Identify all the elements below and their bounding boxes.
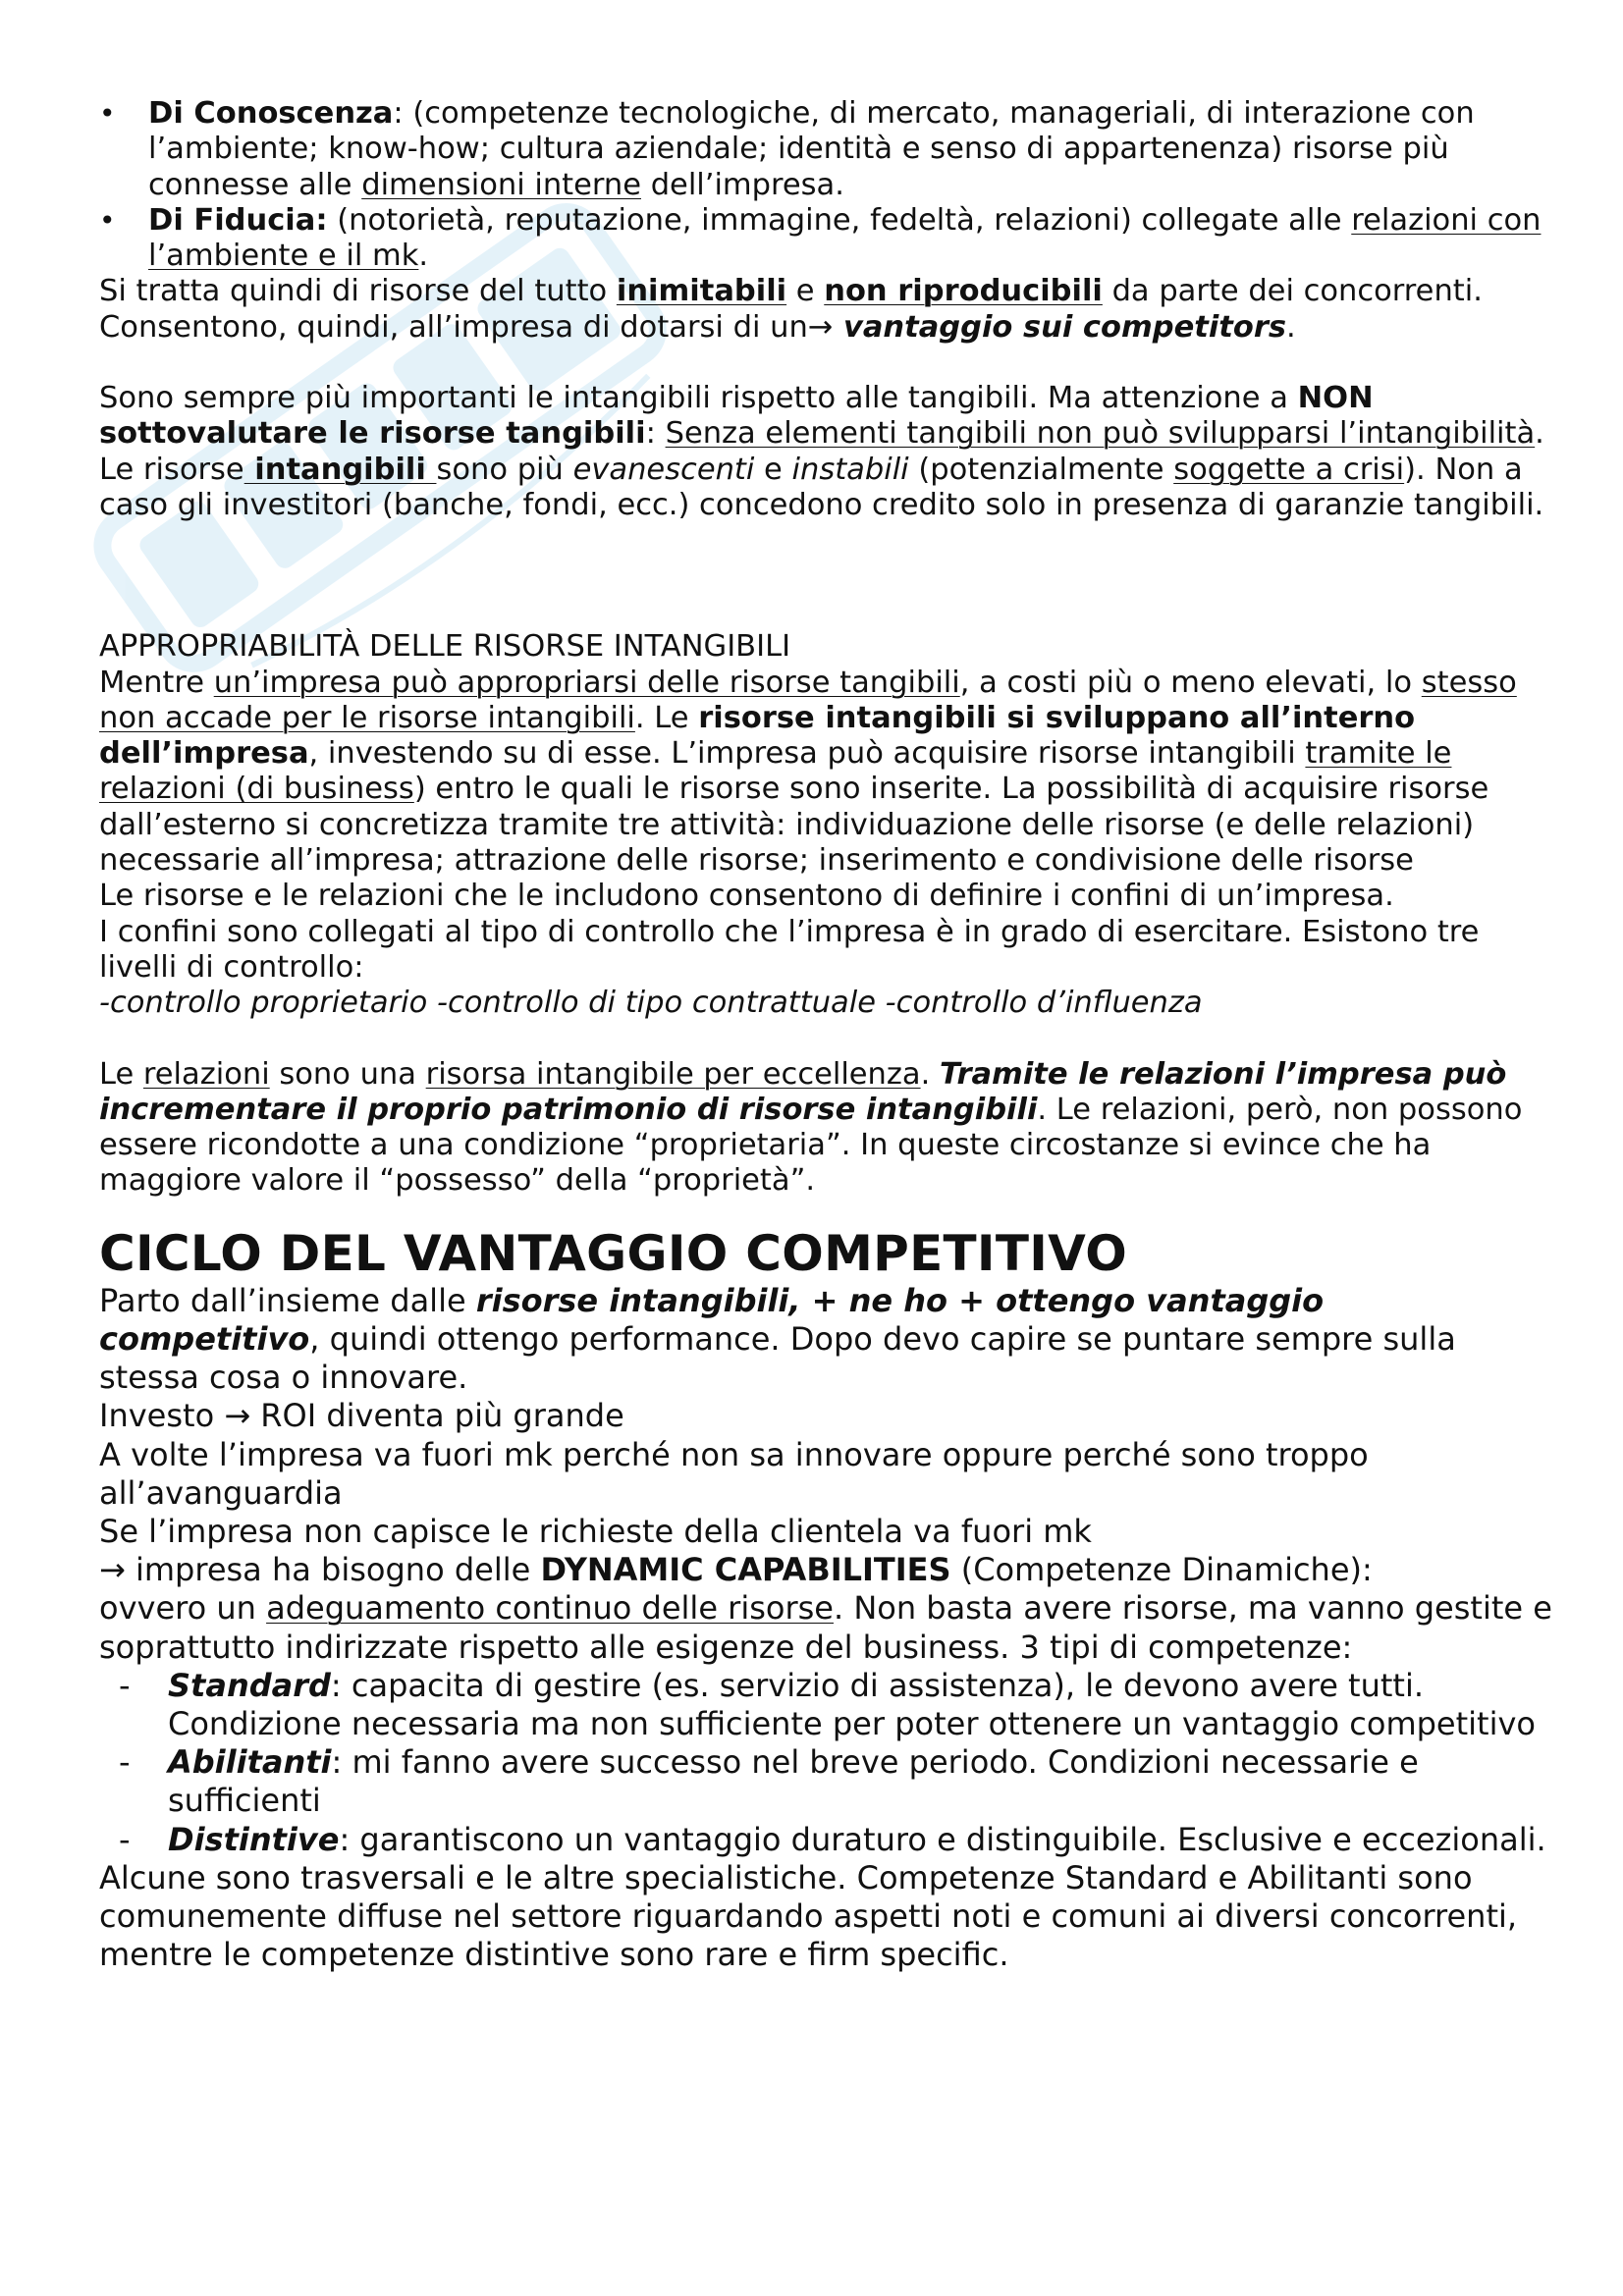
bullet-icon: •: [99, 203, 116, 237]
list-item: - Abilitanti: mi fanno avere successo nel breve periodo. Condizioni necessarie e sufficienti: [119, 1743, 1419, 1820]
ciclo-paragraph-1: Parto dall’insieme dalle risorse intangibili, + ne ho + ottengo vantaggio competitivo, quindi ottengo performance. Dopo devo capire se puntare sempre sulla stessa cosa o innovare.: [99, 1281, 1456, 1397]
ciclo-paragraph-2: Investo → ROI diventa più grande: [99, 1397, 624, 1435]
ciclo-paragraph-5: → impresa ha bisogno delle DYNAMIC CAPABILITIES (Competenze Dinamiche):: [99, 1551, 1373, 1589]
list-item: - Distintive: garantiscono un vantaggio duraturo e distinguibile. Esclusive e eccezionali.: [119, 1820, 1546, 1858]
ciclo-paragraph-4: Se l’impresa non capisce le richieste della clientela va fuori mk: [99, 1512, 1092, 1550]
document-page: [99, 96, 1552, 1974]
competenze-list: [99, 1667, 1552, 1859]
section-title-ciclo: CICLO DEL VANTAGGIO COMPETITIVO: [99, 1224, 1128, 1282]
appropriabilita-paragraph: Mentre un’impresa può appropriarsi delle risorse tangibili, a costi più o meno elevati, lo stesso non accade per le risorse intangibili. Le risorse intangibili si sviluppano all’interno dell’impresa, investendo su di esse. L’impresa può acquisire risorse intangibili tramite le relazioni (di business) entro le quali le risorse sono inserite. La possibilità di acquisire risorse dall’esterno si concretizza tramite tre attività: individuazione delle risorse (e delle relazioni) necessarie all’impresa; attrazione delle risorse; inserimento e condivisione delle risorse: [99, 665, 1517, 879]
confini-line: Le risorse e le relazioni che le includono consentono di definire i confini di un’impresa.: [99, 879, 1394, 914]
relazioni-paragraph: Le relazioni sono una risorsa intangibile per eccellenza. Tramite le relazioni l’impresa può incrementare il proprio patrimonio di risorse intangibili. Le relazioni, però, non possono essere ricondotte a una condizione “proprietaria”. In queste circostanze si evince che ha maggiore valore il “possesso” della “proprietà”.: [99, 1056, 1523, 1199]
ciclo-paragraph-6: ovvero un adeguamento continuo delle risorse. Non basta avere risorse, ma vanno gestite e soprattutto indirizzate rispetto alle esigenze del business. 3 tipi di competenze:: [99, 1589, 1552, 1666]
arrow-right-icon: →: [807, 309, 834, 345]
arrow-right-icon: →: [99, 1551, 126, 1589]
section-heading-appropriabilita: APPROPRIABILITÀ DELLE RISORSE INTANGIBILI: [99, 629, 791, 665]
resource-types-list: [99, 96, 1552, 274]
ciclo-paragraph-3: A volte l’impresa va fuori mk perché non sa innovare oppure perché sono troppo all’avanguardia: [99, 1435, 1369, 1512]
closing-paragraph: Alcune sono trasversali e le altre specialistiche. Competenze Standard e Abilitanti sono comunemente diffuse nel settore riguardando aspetti noti e comuni ai diversi concorrenti, mentre le competenze distintive sono rare e firm specific.: [99, 1858, 1518, 1974]
intro-paragraph: Si tratta quindi di risorse del tutto inimitabili e non riproducibili da parte dei concorrenti. Consentono, quindi, all’impresa di dotarsi di un→ vantaggio sui competitors.: [99, 274, 1483, 345]
list-item: • Di Conoscenza: (competenze tecnologiche, di mercato, manageriali, di interazione con l’ambiente; know-how; cultura aziendale; identità e senso di appartenenza) risorse più connesse alle dimensioni interne dell’impresa.: [99, 96, 1475, 202]
bullet-icon: •: [99, 97, 116, 130]
arrow-right-icon: →: [224, 1397, 251, 1435]
controllo-line: I confini sono collegati al tipo di controllo che l’impresa è in grado di esercitare. Esistono tre livelli di controllo:: [99, 914, 1480, 985]
list-item: • Di Fiducia: (notorietà, reputazione, immagine, fedeltà, relazioni) collegate alle relazioni con l’ambiente e il mk.: [99, 202, 1542, 274]
tangibili-paragraph: Sono sempre più importanti le intangibili rispetto alle tangibili. Ma attenzione a NON sottovalutare le risorse tangibili: Senza elementi tangibili non può svilupparsi l’intangibilità. Le risorse intangibili sono più evanescenti e instabili (potenzialmente soggette a crisi). Non a caso gli investitori (banche, fondi, ecc.) concedono credito solo in presenza di garanzie tangibili.: [99, 381, 1544, 522]
list-item: - Standard: capacita di gestire (es. servizio di assistenza), le devono avere tutti. Condizione necessaria ma non sufficiente per poter ottenere un vantaggio competitivo: [119, 1666, 1536, 1742]
controllo-types: -controllo proprietario -controllo di tipo contrattuale -controllo d’influenza: [99, 986, 1203, 1021]
